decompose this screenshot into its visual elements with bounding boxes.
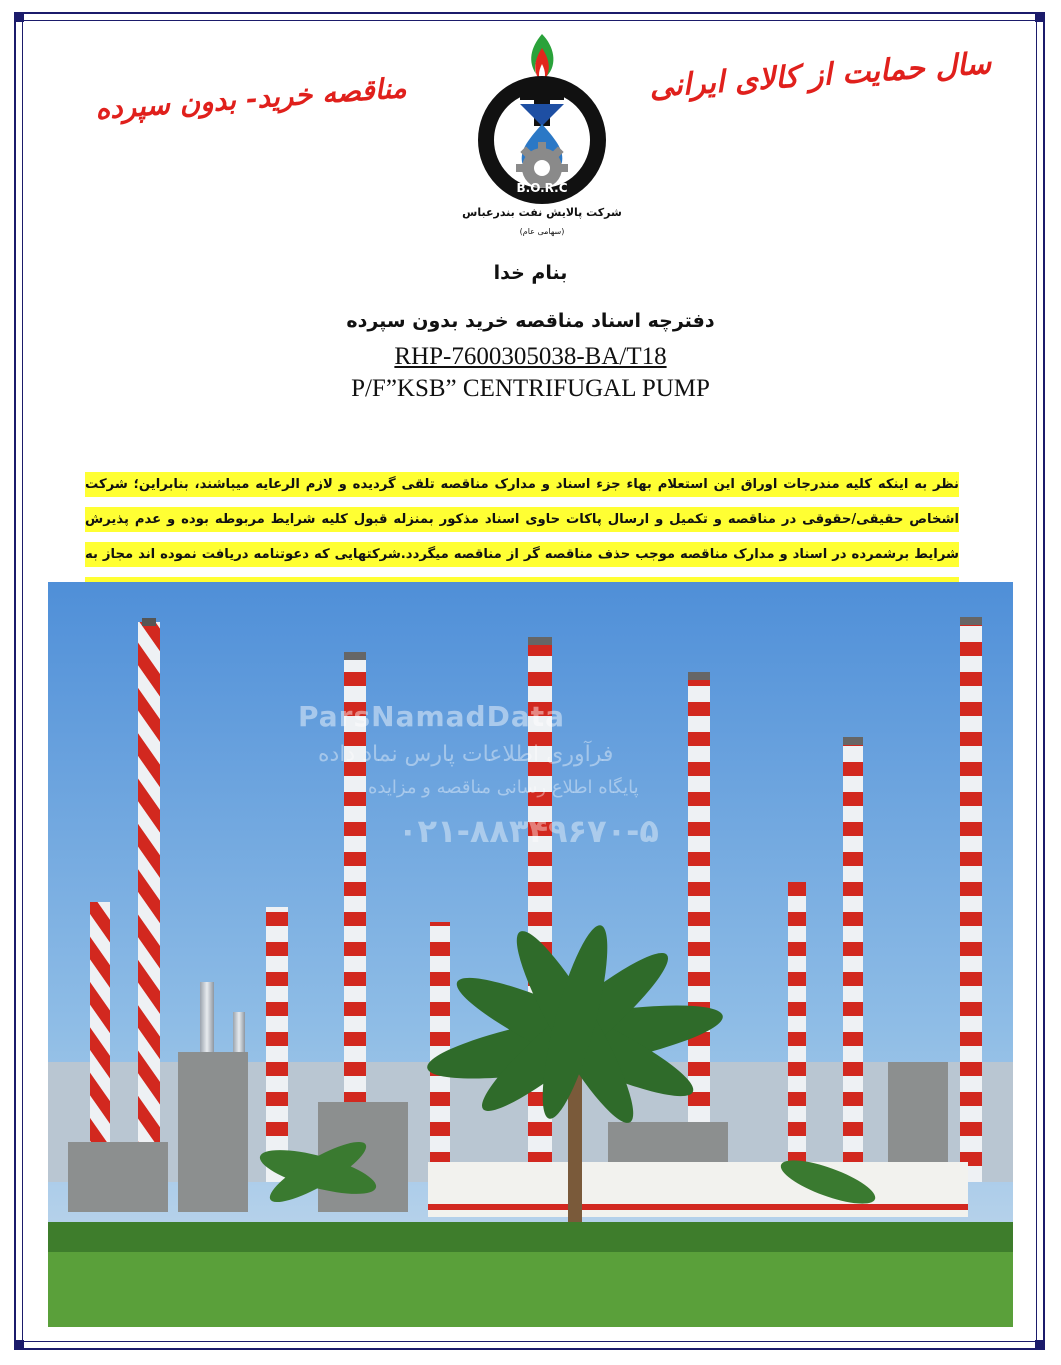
frame-corner-tr [1035, 12, 1045, 22]
frame-corner-br [1035, 1340, 1045, 1350]
slogan-tender-no-deposit: مناقصه خرید- بدون سپرده [94, 71, 408, 126]
logo-company-type: (سهامی عام) [519, 227, 565, 236]
bismillah-heading: بنام خدا [493, 262, 568, 284]
watermark-phone: ۰۲۱-۸۸۳۴۹۶۷۰-۵ [398, 812, 659, 850]
watermark-brand: ParsNamadData [298, 700, 565, 733]
slogan-iranian-goods: سال حمایت از کالای ایرانی [647, 46, 992, 105]
frame-corner-bl [14, 1340, 24, 1350]
logo-initials: B.O.R.C [516, 181, 568, 195]
watermark-line-1: فرآوری اطلاعات پارس نماد داده [318, 742, 614, 767]
notice-text: نظر به اینکه کلیه مندرجات اوراق این استعلام بهاء جزء اسناد و مدارک مناقصه تلقی گردیده و لازم الرعایه میباشند، بنابراین؛ شرکت اشخاص حقیقی/حقوقی در مناقصه و تکمیل و ارسال پاکات حاوی اسناد مذکور بمنزله قبول کلیه شرایط مربوطه بوده و عدم پذیرش شرایط برشمرده در اسناد و مدارک مناقصه موجب حذف مناقصه گر از مناقصه میگردد.شرکتهایی که دعوتنامه دریافت نموده اند مجاز به [85, 472, 959, 602]
watermark-line-2: پایگاه اطلاع رسانی مناقصه و مزایده [368, 777, 639, 798]
tender-reference-code: RHP-7600305038-BA/T18 [394, 343, 667, 370]
refinery-photo [48, 582, 1013, 1327]
frame-corner-tl [14, 12, 24, 22]
logo-company-name: شرکت پالایش نفت بندرعباس [462, 206, 622, 219]
borc-company-logo [450, 28, 635, 243]
document-title: دفترچه اسناد مناقصه خرید بدون سپرده [346, 310, 715, 332]
tender-item-description: P/F”KSB” CENTRIFUGAL PUMP [351, 375, 710, 402]
